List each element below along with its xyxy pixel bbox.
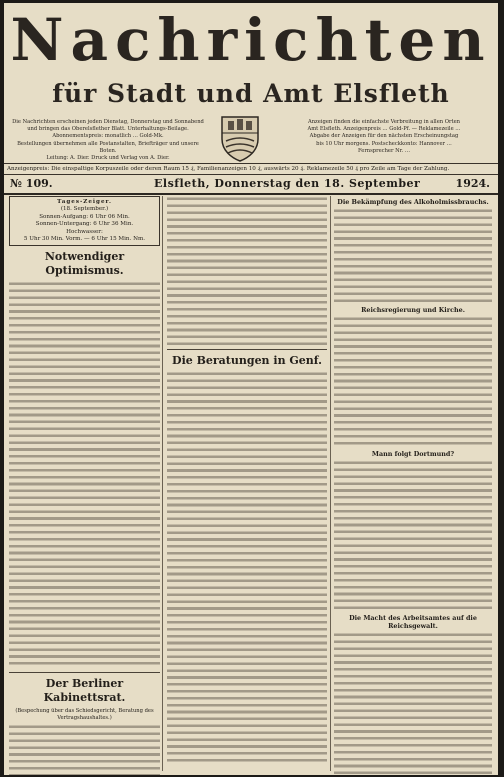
paper-subtitle: für Stadt und Amt Elsfleth bbox=[52, 79, 450, 108]
article-body-continuation bbox=[167, 196, 327, 346]
article-body-optimismus bbox=[9, 281, 160, 669]
article-rule bbox=[167, 349, 327, 350]
column-right bbox=[334, 196, 492, 775]
tageszeiger-title: Tages-Zeiger. bbox=[57, 199, 112, 205]
dateline bbox=[4, 175, 498, 195]
advert-info bbox=[286, 119, 482, 155]
headline-arbeitsamt: Die Macht des Arbeitsamtes auf die Reichsgewalt. bbox=[349, 614, 477, 630]
column-middle bbox=[167, 196, 327, 766]
column-divider bbox=[330, 196, 331, 771]
subscription-line: Die Nachrichten erscheinen jeden Dienstag, Donnerstag und Sonnabend bbox=[12, 119, 204, 125]
issue-number: № 109. bbox=[10, 177, 53, 190]
article-body-kabinettsrat bbox=[9, 724, 160, 775]
advert-price-line: Anzeigenpreis: Die einspaltige Korpuszeile oder deren Raum 15 ₰, Familienanzeigen 10 ₰, auswärts 20 ₰. Reklamezeile 50 ₰ pro Zeile am Tage der Zahlung. bbox=[4, 163, 498, 175]
tageszeiger-line: Hochwasser: bbox=[66, 228, 103, 235]
article-body-dortmund bbox=[334, 460, 492, 612]
article-body-kirche bbox=[334, 316, 492, 448]
article-body-genf bbox=[167, 371, 327, 766]
column-left bbox=[9, 196, 160, 775]
issue-year: 1924. bbox=[455, 177, 490, 190]
headline-genf: Die Beratungen in Genf. bbox=[172, 354, 322, 367]
subscription-line: Abonnementspreis: monatlich … Gold-Mk. bbox=[52, 133, 164, 140]
advert-line: Fernsprecher Nr. … bbox=[357, 147, 411, 154]
advert-line: Anzeigen finden die einfachste Verbreitung in allen Orten bbox=[307, 119, 461, 125]
subscription-line: und bringen das Oberelsflether Blatt. Unterhaltungs-Beilage. bbox=[27, 126, 189, 133]
subscription-line: Bestellungen übernehmen alle Postanstalten, Briefträger und unsere Boten. bbox=[17, 140, 199, 154]
headline-optimismus: Notwendiger Optimismus. bbox=[44, 250, 125, 278]
article-body-alkohol bbox=[334, 208, 492, 304]
masthead bbox=[4, 3, 498, 178]
subscription-line: Leitung: A. Dier. Druck und Verlag von A. Dier. bbox=[46, 155, 170, 162]
headline-dortmund: Mann folgt Dortmund? bbox=[371, 450, 455, 458]
subheadline-kabinettsrat: (Bespechung über das Schiedsgericht, Beratung des Vertragshaushaltes.) bbox=[15, 708, 154, 722]
column-divider bbox=[162, 196, 163, 771]
headline-alkohol: Die Bekämpfung des Alkoholmissbrauchs. bbox=[337, 198, 489, 206]
coat-of-arms-icon bbox=[218, 113, 262, 163]
advert-line: bis 10 Uhr morgens. Postscheckkonto: Hannover … bbox=[316, 140, 452, 147]
paper-title: Nachrichten bbox=[10, 6, 492, 74]
tageszeiger-date: (18. September.) bbox=[60, 206, 109, 213]
article-body-arbeitsamt bbox=[334, 632, 492, 775]
tageszeiger-line: 5 Uhr 30 Min. Vorm. — 6 Uhr 15 Min. Nm. bbox=[23, 236, 146, 243]
article-rule bbox=[9, 672, 160, 673]
advert-line: Amt Elsfleth. Anzeigenpreis … Gold-Pf. — Reklamezeile … bbox=[307, 126, 461, 133]
advert-line: Abgabe der Anzeigen für den nächsten Erscheinungstag bbox=[309, 133, 459, 140]
tageszeiger-box bbox=[9, 196, 160, 246]
tageszeiger-line: Sonnen-Aufgang: 6 Uhr 06 Min. bbox=[39, 213, 130, 220]
headline-kirche: Reichsregierung und Kirche. bbox=[361, 306, 465, 314]
tageszeiger-line: Sonnen-Untergang: 6 Uhr 36 Min. bbox=[35, 221, 134, 228]
subscription-info bbox=[10, 119, 206, 162]
place-date: Elsfleth, Donnerstag den 18. September bbox=[154, 177, 421, 190]
newspaper-page bbox=[4, 3, 498, 775]
headline-kabinettsrat: Der Berliner Kabinettsrat. bbox=[43, 677, 126, 705]
